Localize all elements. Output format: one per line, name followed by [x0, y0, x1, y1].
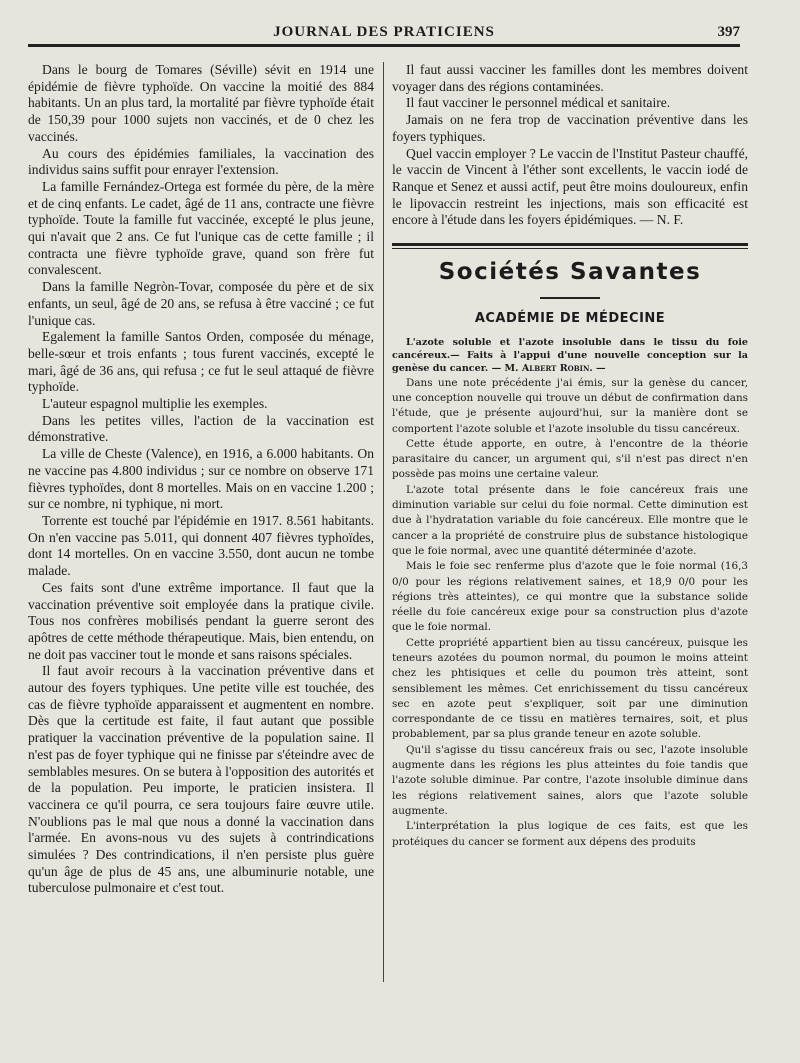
paragraph: L'auteur espagnol multiplie les exemples. [42, 396, 268, 412]
paragraph: Jamais on ne fera trop de vaccination préventive dans les foyers typhiques. [392, 112, 748, 144]
paragraph: Il faut aussi vacciner les familles dont les membres doivent voyager dans des régions contaminées. [392, 62, 748, 94]
paragraph: Torrente est touché par l'épidémie en 1917. 8.561 habitants. On n'en vaccine pas 5.011, qui donnent 407 fièvres typhoïdes, dont 14 mortelles. On en vaccine 3.550, dont aucun ne tombe malade. [28, 512, 374, 579]
article-author: Albert Robin. — [521, 363, 606, 375]
title-underline [540, 297, 600, 299]
right-column [392, 62, 748, 850]
article-heading [392, 336, 748, 376]
paragraph: Mais le foie sec renferme plus d'azote que le foie normal (16,3 0/0 pour les régions relativement saines, et 18,9 0/0 pour les régions très atteintes), ce qui montre que la substance solide réelle du foie cancéreux exige pour sa construction plus d'azote que le foie normal. [392, 560, 748, 634]
column-divider [383, 62, 384, 982]
paragraph: Dans la famille Negròn-Tovar, composée du père et de six enfants, un seul, âgé de 20 ans, se refusa à être vacciné ; ce fut l'unique cas. [28, 279, 374, 328]
paragraph: L'interprétation la plus logique de ces faits, est que les protéiques du cancer se forment aux dépens des produits [392, 820, 748, 848]
subsection-title: ACADÉMIE DE MÉDECINE [474, 311, 666, 327]
paragraph: Dans les petites villes, l'action de la vaccination est démonstrative. [28, 412, 374, 445]
page-number: 397 [717, 23, 740, 40]
paragraph: Au cours des épidémies familiales, la vaccination des individus sains suffit pour enrayer l'extension. [28, 145, 374, 178]
paragraph: Il faut avoir recours à la vaccination préventive dans et autour des foyers typhiques. Une petite ville est touchée, des cas de fièvre typhoïde apparaissent et augmentent en nombre. Dès que la certitude est faite, il faut autant que possible pratiquer la vaccination préventive de la population saine. Il n'est pas de foyer typhique qui ne finisse par s'éteindre avec de semblables mesures. On se butera à l'opposition des autorités et de la population. Peu importe, le praticien insistera. Il vaccinera ce qu'il pourra, ce sera toujours faire œuvre utile. N'oublions pas le mal que nous a donné la vaccination dans l'armée. En avons-nous vu des sujets à contrindications simulées ? Des contrindications, il n'en persiste plus guère qu'un âge de plus de 45 ans, une albuminurie notable, une tuberculose pulmonaire et c'est tout. [28, 663, 374, 896]
paragraph: Cette propriété appartient bien au tissu cancéreux, puisque les teneurs azotées du poumon normal, du poumon le moins atteint chez les phtisiques et celle du poumon très atteint, sont sensiblement les mêmes. Cet enrichissement du tissu cancéreux sec en azote peut s'expliquer, soit par une diminution correspondante de ce tissu en matières ternaires, soit, et plus probablement, par sa plus grande teneur en azote soluble. [392, 636, 748, 741]
journal-title: JOURNAL DES PRATICIENS [273, 23, 495, 40]
paragraph: La famille Fernández-Ortega est formée du père, de la mère et de cinq enfants. Le cadet, âgé de 11 ans, contracte une fièvre typhoïde. Toute la famille fut vaccinée, excepté le plus jeune, qui n'avait que 2 ans. Ce fut l'unique cas de cette famille ; il contracta une fièvre typhoïde grave, quand son frère fut convalescent. [28, 178, 374, 278]
paragraph: Cette étude apporte, en outre, à l'encontre de la théorie parasitaire du cancer, un argument qui, s'il n'est pas direct n'en possède pas moins une certaine valeur. [392, 437, 748, 481]
paragraph: Egalement la famille Santos Orden, composée du ménage, belle-sœur et trois enfants ; tous furent vaccinés, excepté le mari, âgé de 36 ans, qui refusa ; ce fut le seul attaqué de fièvre typhoïde. [28, 329, 374, 395]
section-rule-thin [392, 248, 748, 249]
section-title: Sociétés Savantes [438, 259, 702, 286]
paragraph: Dans une note précédente j'ai émis, sur la genèse du cancer, une conception nouvelle qui trouve un début de confirmation dans l'étude, que je présente aujourd'hui, sur la manière dont se comportent l'azote soluble et l'azote insoluble du tissu cancéreux. [392, 376, 748, 435]
paragraph: Quel vaccin employer ? Le vaccin de l'Institut Pasteur chauffé, le vaccin de Vincent à l'éther sont excellents, le vaccin iodé de Ranque et Senez et aussi actif, peut être moins douloureux, enfin le lipovaccin restreint les injections, mais son efficacité est encore à l'étude dans les foyers épidémiques. — N. F. [392, 145, 748, 228]
article-heading-text: L'azote soluble et l'azote insoluble dans le tissu du foie cancéreux.— Faits à l'appui d'une nouvelle conception sur la genèse du cancer. — M. [392, 337, 748, 375]
paragraph: Qu'il s'agisse du tissu cancéreux frais ou sec, l'azote insoluble augmente dans les régions les plus atteintes du foie tandis que l'azote soluble diminue. Par contre, l'azote insoluble diminue dans les régions relativement saines, alors que l'azote soluble augmente. [392, 743, 748, 817]
left-column [28, 62, 374, 897]
paragraph: Ces faits sont d'une extrême importance. Il faut que la vaccination préventive soit employée dans la pratique civile. Tous nos confrères mobilisés pendant la guerre seront des apôtres de cette méthode thérapeutique. Mais, bien entendu, on ne doit pas vacciner tout le monde et sans raisons spéciales. [28, 579, 374, 662]
section-rule [392, 243, 748, 246]
paragraph: Il faut vacciner le personnel médical et sanitaire. [406, 95, 671, 111]
paragraph: L'azote total présente dans le foie cancéreux frais une diminution variable sur celui du foie normal. Cette diminution est due à l'hydratation variable du foie cancéreux. Elle montre que le cancer a la propriété de construire plus de substance histologique que le foie normal, avec une quantité déterminée d'azote. [392, 483, 748, 557]
paragraph: Dans le bourg de Tomares (Séville) sévit en 1914 une épidémie de fièvre typhoïde. On vaccine la moitié des 884 habitants. Un an plus tard, la mortalité par fièvre typhoïde était de 150,39 pour 1000 sujets non vaccinés, et de 0 chez les vaccinés. [28, 62, 374, 144]
running-header [28, 20, 740, 47]
paragraph: La ville de Cheste (Valence), en 1916, a 6.000 habitants. On ne vaccine pas 4.800 individus ; sur ce nombre on observe 171 fièvres typhoïdes, dont 8 mortelles. Mais on en vaccine 1.200 ; sur ce nombre, ni typhique, ni mort. [28, 446, 374, 512]
